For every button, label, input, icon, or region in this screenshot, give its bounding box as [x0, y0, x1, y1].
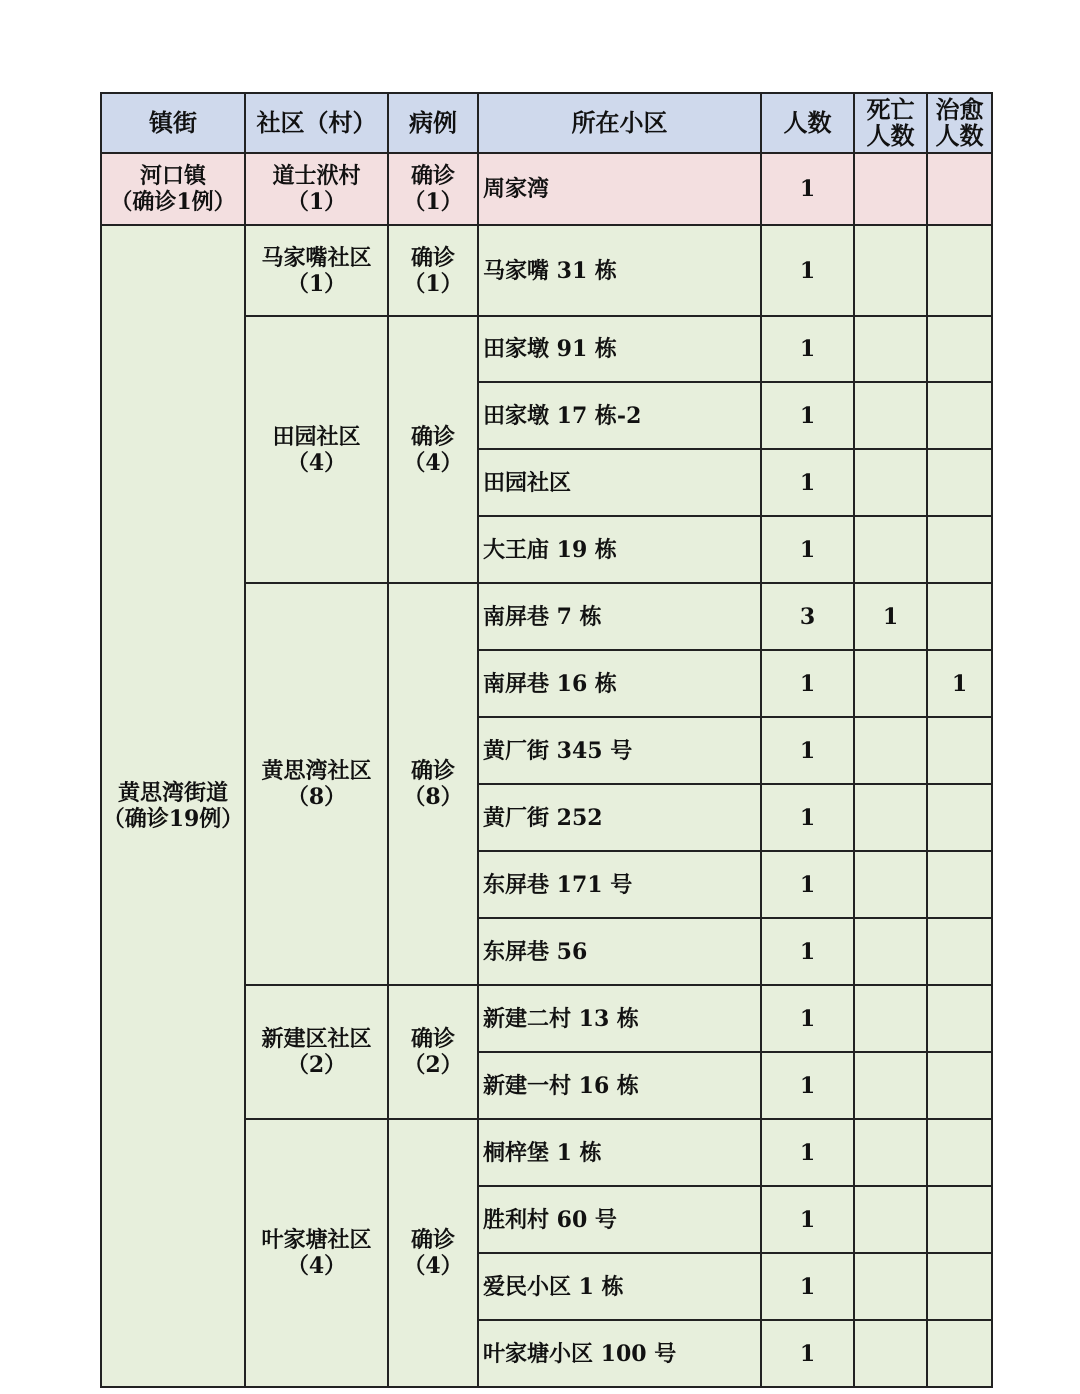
cured-cell [927, 382, 992, 449]
count-cell [761, 516, 854, 583]
case-cell-text: 确诊 [410, 758, 455, 784]
count-cell [761, 1119, 854, 1186]
cured-cell [927, 717, 992, 784]
location-cell [478, 851, 761, 918]
death-cell [854, 918, 927, 985]
case-cell [388, 153, 478, 225]
location-cell [478, 650, 761, 717]
header-death [854, 93, 927, 153]
header-cured-line1: 治愈 [935, 95, 984, 124]
cured-cell [927, 1119, 992, 1186]
death-cell [854, 784, 927, 851]
count-cell-text: 1 [799, 871, 816, 898]
cured-cell [927, 316, 992, 382]
death-cell [854, 449, 927, 516]
count-cell [761, 985, 854, 1052]
count-cell [761, 650, 854, 717]
location-cell [478, 1253, 761, 1320]
count-cell-text: 1 [799, 536, 816, 563]
location-cell-text: 新建一村 16 栋 [483, 1072, 639, 1099]
community-cell-text: （8） [286, 784, 347, 810]
community-cell-text: 叶家塘社区 [261, 1227, 372, 1253]
town-cell [101, 153, 245, 225]
community-cell-text: （2） [286, 1052, 347, 1078]
location-cell-text: 桐梓堡 1 栋 [483, 1139, 602, 1166]
town-cell-text: （确诊19例） [102, 806, 244, 832]
death-cell [854, 1052, 927, 1119]
header-row [101, 93, 992, 153]
case-cell-text: 确诊 [410, 163, 455, 189]
header-count: 人数 [761, 93, 854, 153]
location-cell-text: 南屏巷 7 栋 [483, 603, 602, 630]
count-cell [761, 784, 854, 851]
count-cell-text: 1 [799, 670, 816, 697]
cases-table [100, 92, 993, 1388]
count-cell [761, 1052, 854, 1119]
count-cell [761, 316, 854, 382]
count-cell-text: 1 [799, 257, 816, 284]
death-cell [854, 316, 927, 382]
cured-cell [927, 1052, 992, 1119]
count-cell-text: 1 [799, 402, 816, 429]
location-cell-text: 东屏巷 171 号 [483, 871, 633, 898]
cured-cell [927, 583, 992, 650]
cured-cell [927, 851, 992, 918]
location-cell-text: 田家墩 91 栋 [483, 336, 617, 362]
table-body [101, 153, 992, 1387]
location-cell [478, 1052, 761, 1119]
town-cell-text: （确诊1例） [110, 189, 236, 215]
community-cell-text: 马家嘴社区 [261, 244, 372, 271]
header-case: 病例 [388, 93, 478, 153]
case-cell-text: 确诊 [410, 1227, 455, 1253]
header-community: 社区（村） [245, 93, 388, 153]
location-cell-text: 爱民小区 1 栋 [483, 1273, 624, 1300]
death-cell [854, 583, 927, 650]
community-cell-text: 道士洑村 [272, 163, 361, 189]
case-cell [388, 225, 478, 316]
count-cell-text: 1 [799, 1139, 816, 1166]
case-cell [388, 985, 478, 1119]
community-cell-text: 田园社区 [272, 423, 361, 450]
count-cell [761, 382, 854, 449]
case-cell-text: 确诊 [410, 423, 455, 450]
death-cell [854, 382, 927, 449]
case-cell-text: （8） [403, 784, 463, 810]
cured-cell [927, 153, 992, 225]
count-cell [761, 449, 854, 516]
community-cell-text: （1） [286, 189, 347, 215]
cured-cell [927, 784, 992, 851]
location-cell [478, 382, 761, 449]
death-cell [854, 851, 927, 918]
location-cell-text: 周家湾 [483, 176, 550, 202]
community-cell [245, 1119, 388, 1387]
location-cell [478, 449, 761, 516]
community-cell [245, 583, 388, 985]
case-cell-text: （1） [403, 270, 463, 297]
case-cell [388, 1119, 478, 1387]
cured-cell [927, 985, 992, 1052]
count-cell [761, 583, 854, 650]
location-cell [478, 918, 761, 985]
location-cell [478, 153, 761, 225]
death-cell [854, 650, 927, 717]
cured-cell [927, 1253, 992, 1320]
cured-cell [927, 516, 992, 583]
death-cell [854, 1253, 927, 1320]
header-death-line1: 死亡 [866, 95, 915, 124]
header-location: 所在小区 [478, 93, 761, 153]
header-cured [927, 93, 992, 153]
community-cell-text: 黄思湾社区 [261, 758, 372, 784]
count-cell [761, 225, 854, 316]
location-cell-text: 东屏巷 56 [483, 938, 588, 965]
count-cell [761, 918, 854, 985]
table-row [101, 225, 992, 316]
count-cell-text: 1 [799, 737, 816, 764]
location-cell-text: 叶家塘小区 100 号 [483, 1340, 677, 1367]
header-cured-line2: 人数 [935, 121, 984, 150]
header-town: 镇街 [101, 93, 245, 153]
location-cell-text: 黄厂街 345 号 [483, 737, 633, 764]
community-cell [245, 985, 388, 1119]
location-cell [478, 316, 761, 382]
count-cell [761, 717, 854, 784]
cured-cell [927, 1320, 992, 1387]
location-cell [478, 225, 761, 316]
location-cell-text: 田家墩 17 栋-2 [483, 402, 642, 429]
count-cell-text: 1 [799, 1072, 816, 1099]
town-cell [101, 225, 245, 1387]
location-cell [478, 717, 761, 784]
community-cell [245, 153, 388, 225]
community-cell-text: （1） [286, 270, 347, 297]
case-cell-text: （1） [403, 189, 463, 215]
count-cell [761, 153, 854, 225]
location-cell [478, 784, 761, 851]
death-cell [854, 1119, 927, 1186]
count-cell-text: 1 [799, 1206, 816, 1233]
death-cell-text: 1 [882, 603, 899, 630]
count-cell-text: 1 [799, 938, 816, 965]
case-cell-text: （4） [403, 1253, 463, 1279]
location-cell-text: 马家嘴 31 栋 [483, 257, 617, 284]
cured-cell-text: 1 [951, 670, 968, 697]
death-cell [854, 1186, 927, 1253]
count-cell [761, 851, 854, 918]
community-cell [245, 225, 388, 316]
count-cell-text: 1 [799, 176, 816, 202]
table-row [101, 153, 992, 225]
cured-cell [927, 650, 992, 717]
count-cell-text: 1 [799, 1340, 816, 1367]
death-cell [854, 717, 927, 784]
location-cell-text: 大王庙 19 栋 [483, 536, 617, 563]
town-cell-text: 黄思湾街道 [117, 780, 228, 806]
cured-cell [927, 449, 992, 516]
community-cell [245, 316, 388, 583]
cured-cell [927, 225, 992, 316]
death-cell [854, 225, 927, 316]
death-cell [854, 516, 927, 583]
death-cell [854, 1320, 927, 1387]
location-cell [478, 985, 761, 1052]
count-cell-text: 1 [799, 469, 816, 496]
header-death-line2: 人数 [866, 121, 915, 150]
death-cell [854, 985, 927, 1052]
death-cell [854, 153, 927, 225]
count-cell-text: 1 [799, 1273, 816, 1300]
count-cell-text: 1 [799, 804, 816, 831]
town-cell-text: 河口镇 [139, 163, 206, 189]
location-cell-text: 黄厂街 252 [483, 804, 603, 831]
count-cell [761, 1186, 854, 1253]
location-cell-text: 南屏巷 16 栋 [483, 670, 617, 697]
location-cell [478, 516, 761, 583]
count-cell-text: 1 [799, 336, 816, 362]
case-cell-text: （4） [403, 449, 463, 476]
case-cell [388, 583, 478, 985]
community-cell-text: （4） [286, 1253, 347, 1279]
location-cell-text: 新建二村 13 栋 [483, 1005, 639, 1032]
case-cell-text: （2） [403, 1052, 463, 1078]
cured-cell [927, 1186, 992, 1253]
location-cell [478, 1320, 761, 1387]
location-cell-text: 胜利村 60 号 [483, 1206, 617, 1233]
case-cell-text: 确诊 [410, 244, 455, 271]
case-cell-text: 确诊 [410, 1026, 455, 1052]
count-cell-text: 1 [799, 1005, 816, 1032]
cured-cell [927, 918, 992, 985]
community-cell-text: 新建区社区 [261, 1026, 372, 1052]
count-cell [761, 1320, 854, 1387]
community-cell-text: （4） [286, 449, 347, 476]
location-cell [478, 1186, 761, 1253]
location-cell-text: 田园社区 [483, 469, 572, 496]
count-cell [761, 1253, 854, 1320]
location-cell [478, 583, 761, 650]
count-cell-text: 3 [799, 603, 816, 630]
location-cell [478, 1119, 761, 1186]
case-cell [388, 316, 478, 583]
